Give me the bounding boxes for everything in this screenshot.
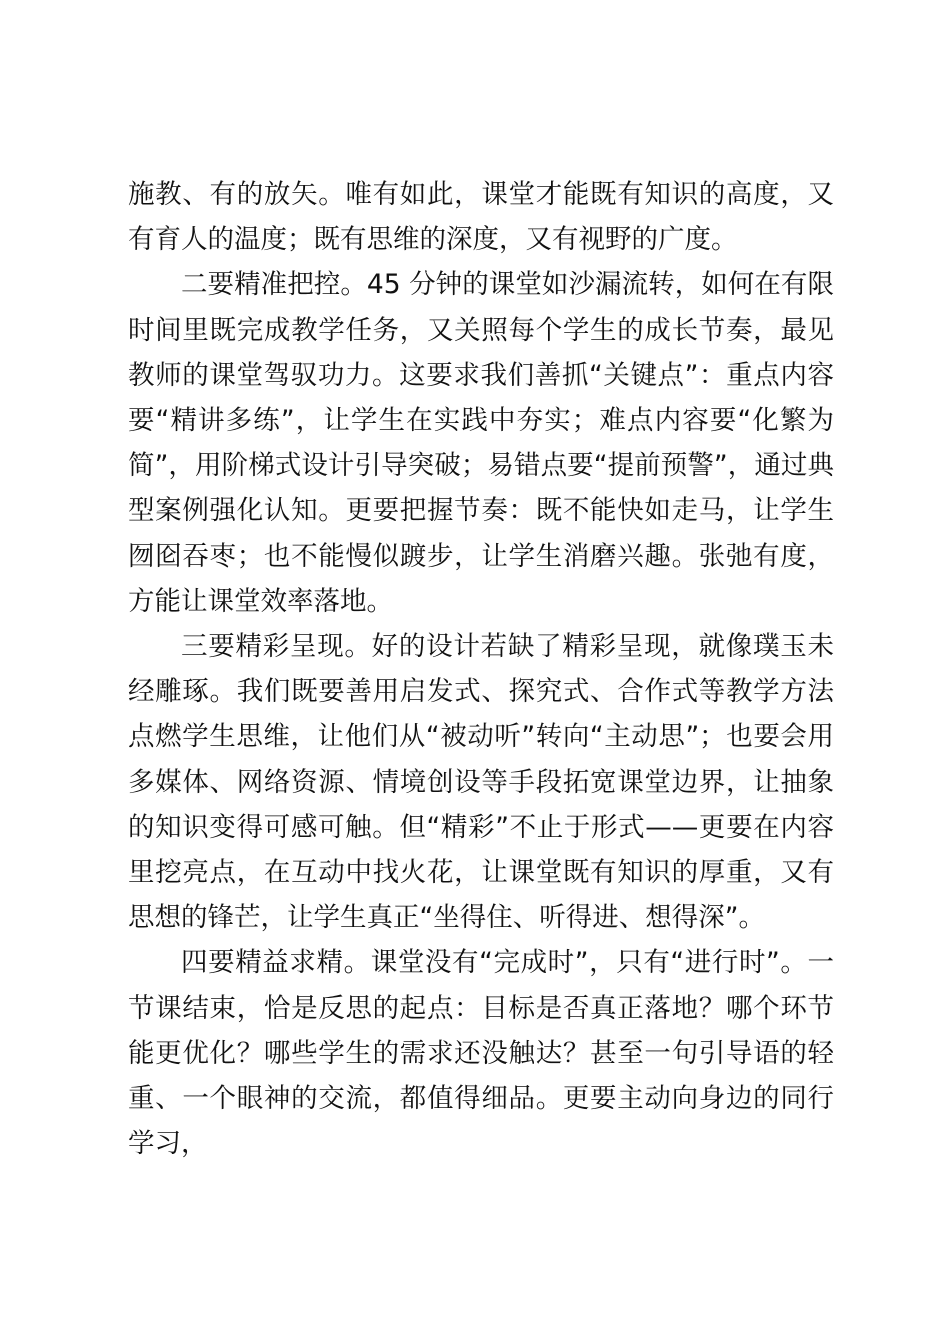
paragraph-point-4: 四要精益求精。课堂没有“完成时”，只有“进行时”。一节课结束，恰是反思的起点：目标是否真正落地？哪个环节能更优化？哪些学生的需求还没触达？甚至一句引导语的轻重、一个眼神的交流，都值得细品。更要主动向身边的同行学习，	[128, 947, 834, 1160]
paragraph-point-3: 三要精彩呈现。好的设计若缺了精彩呈现，就像璞玉未经雕琢。我们既要善用启发式、探究式、合作式等教学方法点燃学生思维，让他们从“被动听”转向“主动思”；也要会用多媒体、网络资源、情境创设等手段拓宽课堂边界，让抽象的知识变得可感可触。但“精彩”不止于形式——更要在内容里挖亮点，在互动中找火花，让课堂既有知识的厚重，又有思想的锋芒，让学生真正“坐得住、听得进、想得深”。	[128, 631, 834, 934]
paragraph-point-2: 二要精准把控。45 分钟的课堂如沙漏流转，如何在有限时间里既完成教学任务，又关照每个学生的成长节奏，最见教师的课堂驾驭功力。这要求我们善抓“关键点”：重点内容要“精讲多练”，让学生在实践中夯实；难点内容要“化繁为简”，用阶梯式设计引导突破；易错点要“提前预警”，通过典型案例强化认知。更要把握节奏：既不能快如走马，让学生囫囵吞枣；也不能慢似踱步，让学生消磨兴趣。张弛有度，方能让课堂效率落地。	[128, 269, 834, 617]
document-body	[128, 172, 834, 1166]
paragraph-continuation: 施教、有的放矢。唯有如此，课堂才能既有知识的高度，又有育人的温度；既有思维的深度，又有视野的广度。	[128, 179, 834, 256]
